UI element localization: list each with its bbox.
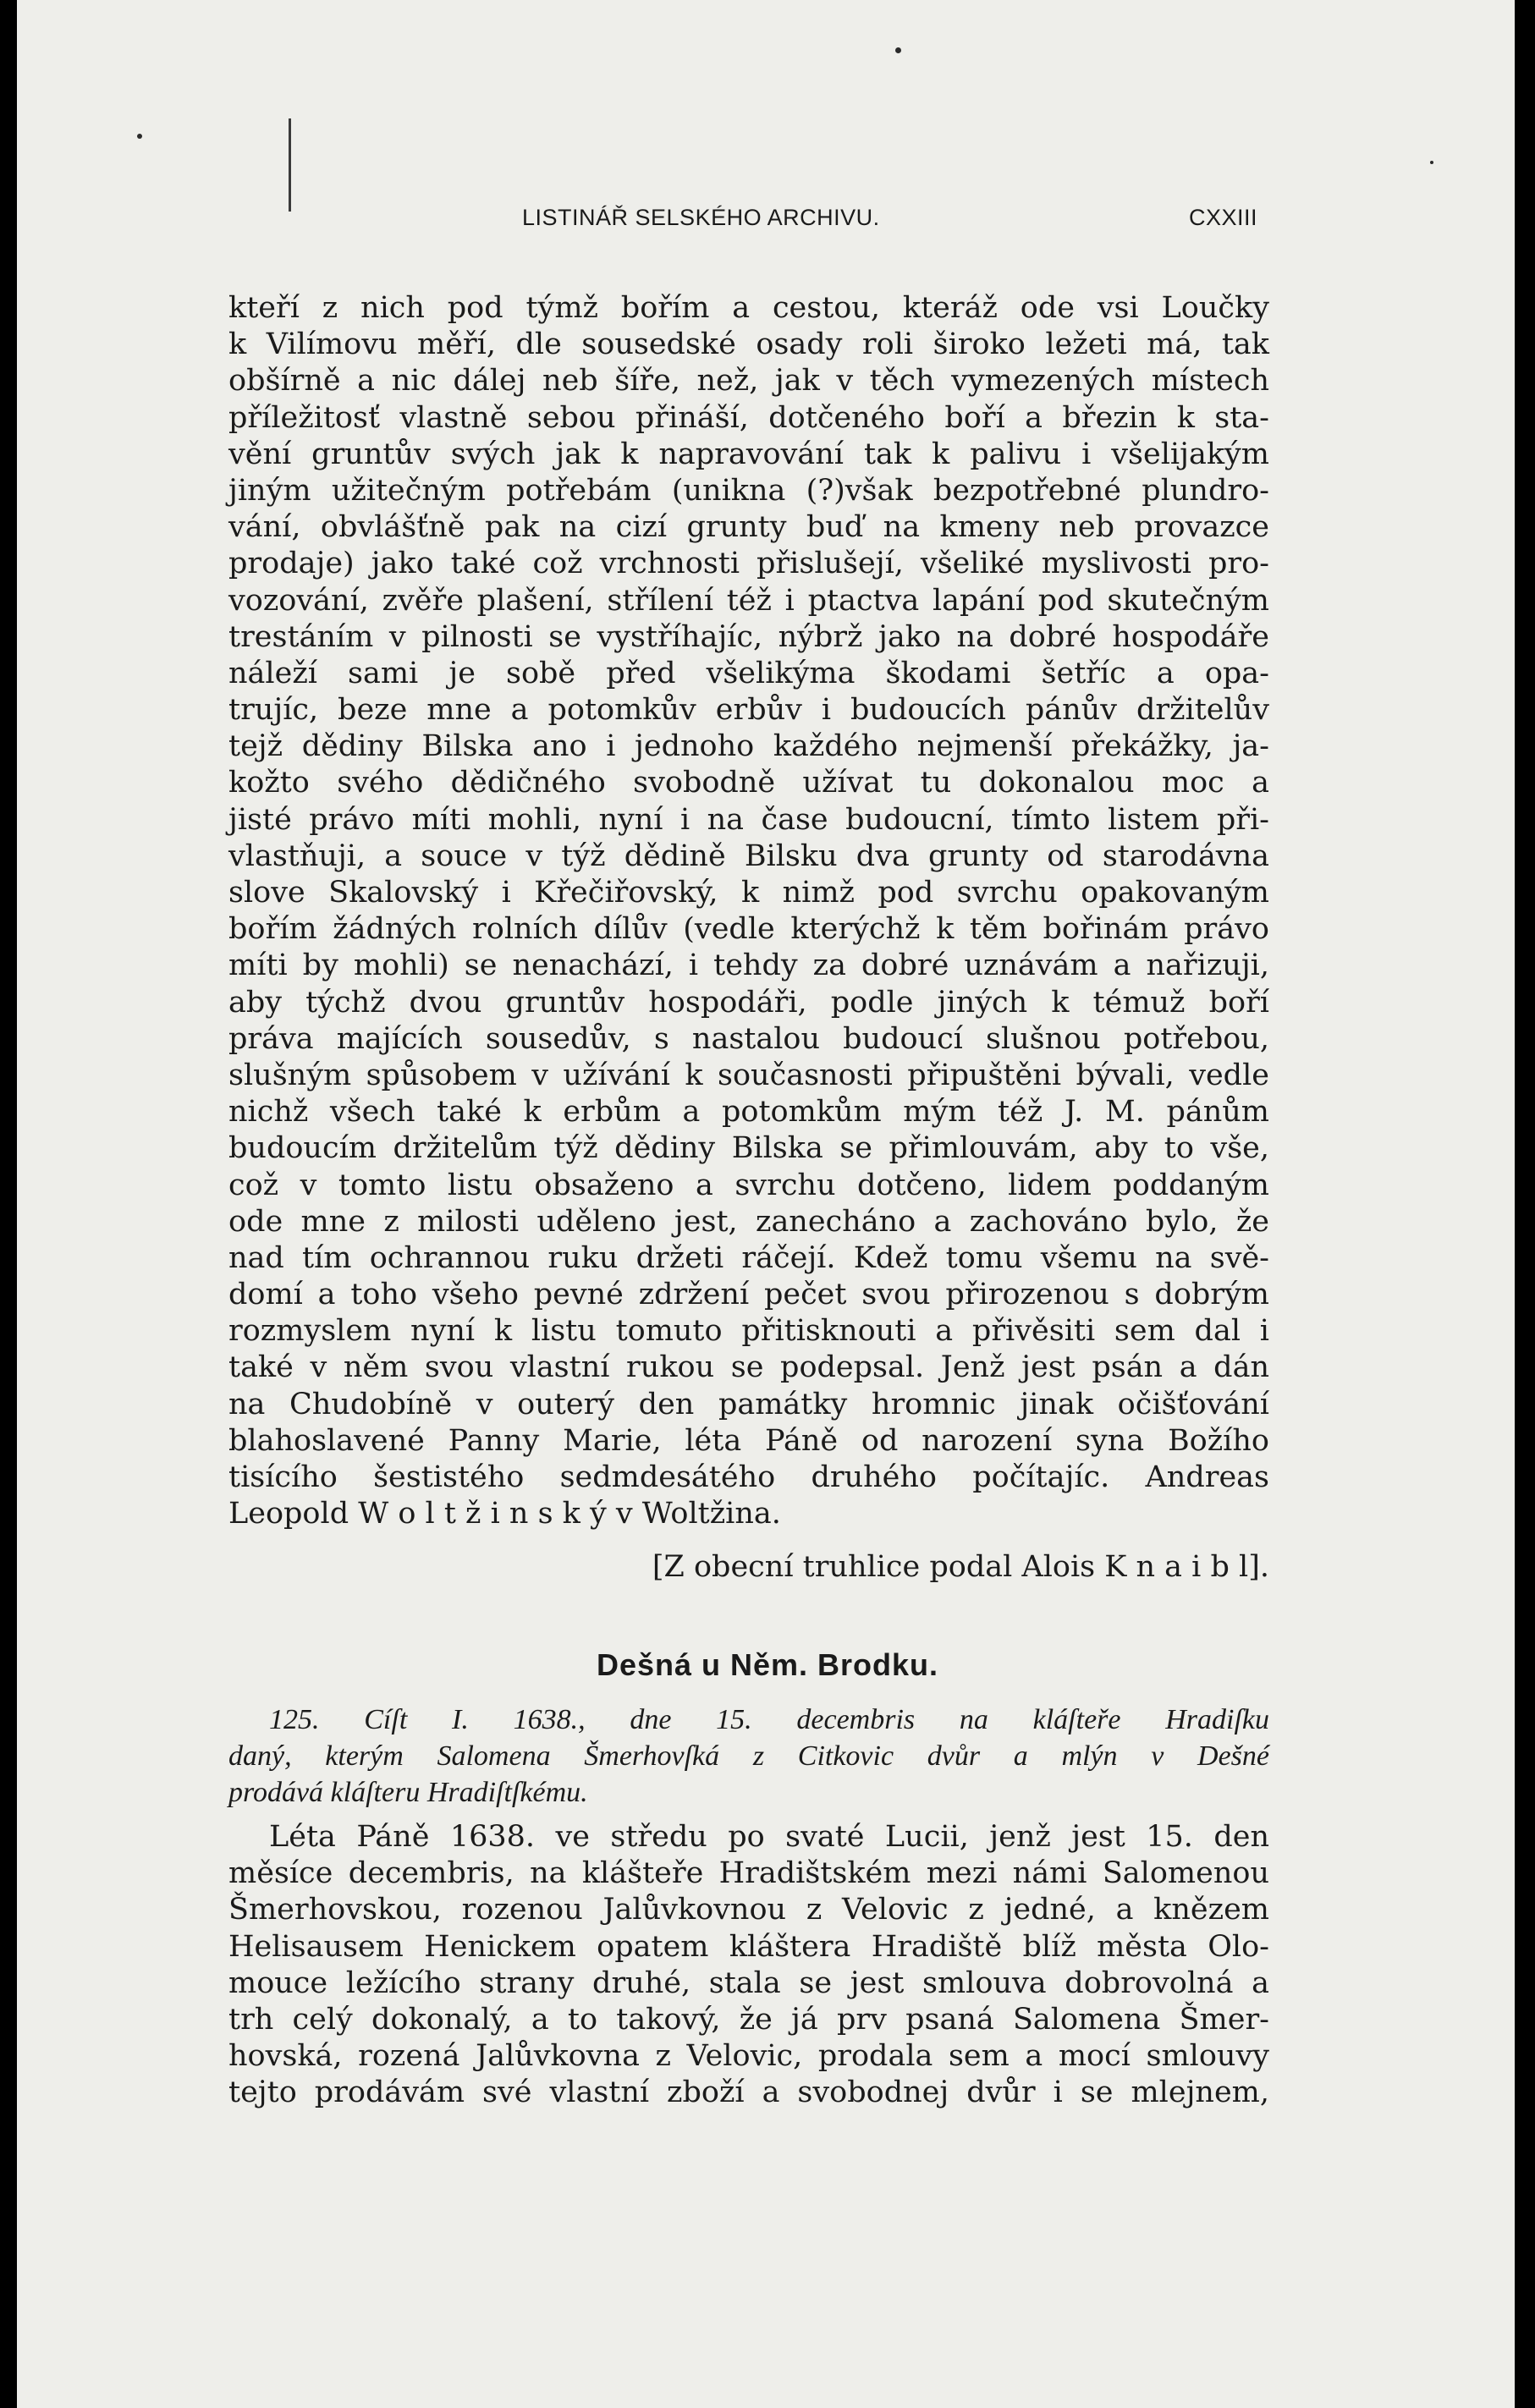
source-note (228, 1549, 1269, 1586)
text-line: měsíce decembris, na klášteře Hradištském mezi námi Salomenou (228, 1856, 1269, 1891)
text-line: na Chudobíně v outerý den památky hromnic jinak očišťování (228, 1387, 1269, 1421)
text-line: budoucím držitelům týž dědiny Bilska se přimlouvám, aby to vše, (228, 1131, 1269, 1166)
text-line: nad tím ochrannou ruku držeti ráčejí. Kdež tomu všemu na svě- (228, 1240, 1269, 1275)
text-line: trestáním v pilnosti se vystříhajíc, nýbrž jako na dobré hospodáře (228, 619, 1269, 654)
text-line: trujíc, beze mne a potomkův erbův i budoucích pánův držitelův (228, 693, 1269, 728)
text-line: také v něm svou vlastní rukou se podepsal. Jenž jest psán a dán (228, 1350, 1269, 1385)
page-number: CXXIII (1189, 205, 1258, 230)
text-line: tejto prodávám své vlastní zboží a svobodnej dvůr i se mlejnem, (228, 2075, 1269, 2110)
text-line: hovská, rozená Jalůvkovna z Velovic, prodala sem a mocí smlouvy (228, 2039, 1269, 2074)
text-line: což v tomto listu obsaženo a svrchu dotčeno, lidem poddaným (228, 1168, 1269, 1202)
text-line: ode mne z milosti uděleno jest, zanecháno a zachováno bylo, že (228, 1204, 1269, 1239)
text-line: Helisausem Henickem opatem kláštera Hradiště blíž města Olo- (228, 1929, 1269, 1964)
text-line: rozmyslem nyní k listu tomuto přitisknouti a přivěsiti sem dal i (228, 1314, 1269, 1349)
text-line: k Vilímovu měří, dle sousedské osady roli široko ležeti má, tak (228, 327, 1269, 362)
margin-mark (289, 118, 291, 212)
text-line: Leopold W o l t ž i n s k ý v Woltžina. (228, 1497, 781, 1531)
text-line: Léta Páně 1638. ve středu po svaté Lucii, jenž jest 15. den (269, 1820, 1269, 1854)
text-line: blahoslavené Panny Marie, léta Páně od narození syna Božího (228, 1423, 1269, 1458)
running-title: LISTINÁŘ SELSKÉHO ARCHIVU. (522, 205, 880, 230)
text-line: nichž všech také k erbům a potomkům mým též J. M. pánům (228, 1095, 1269, 1130)
text-line: jiným užitečným potřebám (unikna (?)však bezpotřebné plundro- (228, 473, 1269, 508)
speck-mark (137, 134, 142, 139)
text-line: domí a toho všeho pevné zdržení pečet svou přirozenou s dobrým (228, 1278, 1269, 1312)
text-line: Šmerhovskou, rozenou Jalůvkovnou z Velovic z jedné, a knězem (228, 1893, 1269, 1927)
text-line: obšírně a nic dálej neb šíře, než, jak v těch vymezených místech (228, 364, 1269, 399)
heading-line: prodává kláſteru Hradiſtſkému. (228, 1777, 588, 1809)
text-line: slove Skalovský i Křečiřovský, k nimž pod svrchu opakovaným (228, 876, 1269, 910)
page-header (17, 205, 1515, 239)
text-line: aby týchž dvou gruntův hospodáři, podle jiných k témuž boří (228, 985, 1269, 1020)
text-line: vozování, zvěře plašení, střílení též i ptactva lapání pod skutečným (228, 583, 1269, 618)
text-line: prodaje) jako také což vrchnosti přislušejí, všeliké myslivosti pro- (228, 547, 1269, 581)
text-line: mouce ležícího strany druhé, stala se jest smlouva dobrovolná a (228, 1965, 1269, 2000)
speck-mark (1430, 161, 1433, 164)
heading-line: 125. Cíſt I. 1638., dne 15. decembris na kláſteře Hradiſku (269, 1704, 1269, 1735)
second-paragraph (228, 1819, 1269, 2112)
text-line: kožto svého dědičného svobodně užívat tu dokonalou moc a (228, 766, 1269, 800)
text-line: tejž dědiny Bilska ano i jednoho každého nejmenší překážky, ja- (228, 729, 1269, 764)
text-line: práva majících sousedův, s nastalou budoucí slušnou potřebou, (228, 1021, 1269, 1056)
text-line: kteří z nich pod týmž bořím a cestou, kteráž ode vsi Loučky (228, 291, 1269, 325)
section-title: Dešná u Něm. Brodku. (596, 1647, 939, 1682)
text-line: míti by mohli) se nenachází, i tehdy za dobré uznávám a nařizuji, (228, 948, 1269, 983)
text-line: vání, obvlášťně pak na cizí grunty buď na kmeny neb provazce (228, 510, 1269, 545)
text-line: jisté právo míti mohli, nyní i na čase budoucní, tímto listem při- (228, 802, 1269, 837)
text-line: trh celý dokonalý, a to takový, že já prv psaná Salomena Šmer- (228, 2002, 1269, 2037)
speck-mark (895, 47, 901, 53)
text-line: příležitosť vlastně sebou přináší, dotčeného boří a březin k sta- (228, 400, 1269, 435)
heading-line: daný, kterým Salomena Šmerhovſká z Citkovic dvůr a mlýn v Dešné (228, 1740, 1269, 1773)
text-line: náleží sami je sobě před všelikýma škodami šetříc a opa- (228, 656, 1269, 690)
text-line: tisícího šestistého sedmdesátého druhého počítajíc. Andreas (228, 1460, 1269, 1494)
main-paragraph (228, 290, 1269, 1532)
text-line: vlastňuji, a souce v týž dědině Bilsku dva grunty od starodávna (228, 838, 1269, 873)
document-heading (228, 1702, 1269, 1811)
text-line: vění gruntův svých jak k napravování tak k palivu i všelijakým (228, 437, 1269, 471)
source-note-text: [Z obecní truhlice podal Alois K n a i b l]. (652, 1550, 1269, 1584)
text-line: slušným spůsobem v užívání k současnosti připuštěni bývali, vedle (228, 1058, 1269, 1092)
text-line: bořím žádných rolních dílův (vedle kterýchž k těm bořinám právo (228, 912, 1269, 947)
